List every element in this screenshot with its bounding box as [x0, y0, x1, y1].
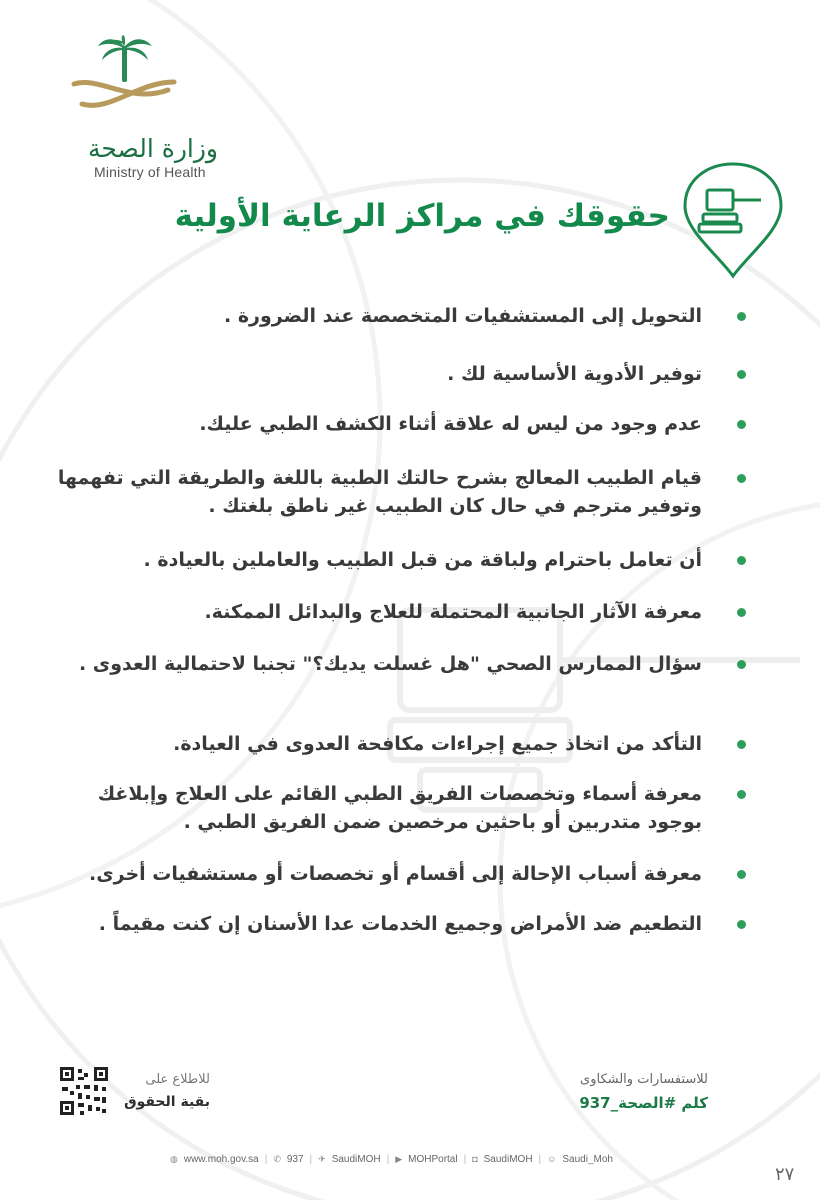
- right-item: [40, 546, 740, 574]
- separator: |: [386, 1153, 390, 1165]
- ministry-name-arabic: وزارة الصحة: [88, 134, 218, 163]
- page-number: ٢٧: [775, 1164, 795, 1185]
- right-text: قيام الطبيب المعالج بشرح حالتك الطبية باللغة والطريقة التي تفهمها وتوفير مترجم في حال كان الطبيب غير ناطق بلغتك .: [57, 467, 702, 517]
- separator: |: [463, 1153, 467, 1165]
- more-rights-caption: للاطلاع على: [145, 1072, 210, 1087]
- right-item: [40, 464, 740, 520]
- social-handle[interactable]: 937: [286, 1153, 304, 1165]
- right-text: عدم وجود من ليس له علاقة أثناء الكشف الطبي عليك.: [199, 413, 702, 435]
- more-rights-label: بقية الحقوق: [124, 1094, 210, 1110]
- youtube-icon: ▶: [395, 1153, 403, 1164]
- inquiries-hashtag: كلم #الصحة_937: [579, 1094, 708, 1112]
- ministry-logo: [48, 32, 218, 180]
- bullet-dot-icon: [737, 660, 746, 669]
- bullet-dot-icon: [737, 608, 746, 617]
- right-item: [40, 598, 740, 626]
- social-handle[interactable]: SaudiMOH: [483, 1153, 533, 1165]
- right-item: [40, 650, 740, 678]
- separator: |: [264, 1153, 268, 1165]
- qr-code-icon: [60, 1067, 108, 1115]
- right-item: [40, 780, 740, 836]
- right-item: [40, 410, 740, 438]
- gavel-icon: [679, 160, 787, 280]
- page-title: حقوقك في مراكز الرعاية الأولية: [174, 198, 670, 234]
- bullet-dot-icon: [737, 920, 746, 929]
- bullet-dot-icon: [737, 474, 746, 483]
- social-handle[interactable]: www.moh.gov.sa: [183, 1153, 259, 1165]
- right-text: التطعيم ضد الأمراض وجميع الخدمات عدا الأسنان إن كنت مقيماً .: [98, 913, 702, 935]
- social-handle[interactable]: Saudi_Moh: [562, 1153, 613, 1165]
- right-item: [40, 360, 740, 388]
- bullet-dot-icon: [737, 556, 746, 565]
- right-text: التحويل إلى المستشفيات المتخصصة عند الضرورة .: [223, 305, 702, 327]
- palm-swords-emblem-icon: [70, 32, 180, 132]
- social-handle[interactable]: MOHPortal: [408, 1153, 458, 1165]
- right-text: توفير الأدوية الأساسية لك .: [447, 363, 702, 385]
- right-text: معرفة أسماء وتخصصات الفريق الطبي القائم على العلاج وإبلاغك بوجود متدربين أو باحثين مرخصين ضمن الفريق الطبي .: [97, 783, 702, 833]
- bullet-dot-icon: [737, 790, 746, 799]
- ministry-name-english: Ministry of Health: [94, 164, 206, 180]
- bullet-dot-icon: [737, 740, 746, 749]
- snapchat-icon: ☺: [547, 1154, 557, 1164]
- inquiries-caption: للاستفسارات والشكاوى: [580, 1072, 708, 1087]
- twitter-icon: ✈: [318, 1153, 326, 1164]
- separator: |: [309, 1153, 313, 1165]
- bullet-dot-icon: [737, 870, 746, 879]
- right-item: [40, 860, 740, 888]
- globe-icon: ◍: [170, 1153, 178, 1164]
- bullet-dot-icon: [737, 370, 746, 379]
- right-text: التأكد من اتخاذ جميع إجراءات مكافحة العدوى في العيادة.: [173, 733, 702, 755]
- right-text: أن تعامل باحترام ولباقة من قبل الطبيب والعاملين بالعيادة .: [143, 549, 702, 571]
- instagram-icon: ◘: [472, 1154, 478, 1164]
- bullet-dot-icon: [737, 420, 746, 429]
- bullet-dot-icon: [737, 312, 746, 321]
- right-text: معرفة الآثار الجانبية المحتملة للعلاج والبدائل الممكنة.: [204, 601, 702, 623]
- right-item: [40, 910, 740, 938]
- right-item: [40, 730, 740, 758]
- right-text: سؤال الممارس الصحي "هل غسلت يديك؟" تجنبا لاحتمالية العدوى .: [78, 653, 702, 675]
- social-links-bar: [170, 1150, 630, 1168]
- separator: |: [538, 1153, 542, 1165]
- social-handle[interactable]: SaudiMOH: [331, 1153, 381, 1165]
- right-item: [40, 302, 740, 330]
- phone-icon: ✆: [273, 1153, 281, 1164]
- right-text: معرفة أسباب الإحالة إلى أقسام أو تخصصات أو مستشفيات أخرى.: [89, 863, 702, 885]
